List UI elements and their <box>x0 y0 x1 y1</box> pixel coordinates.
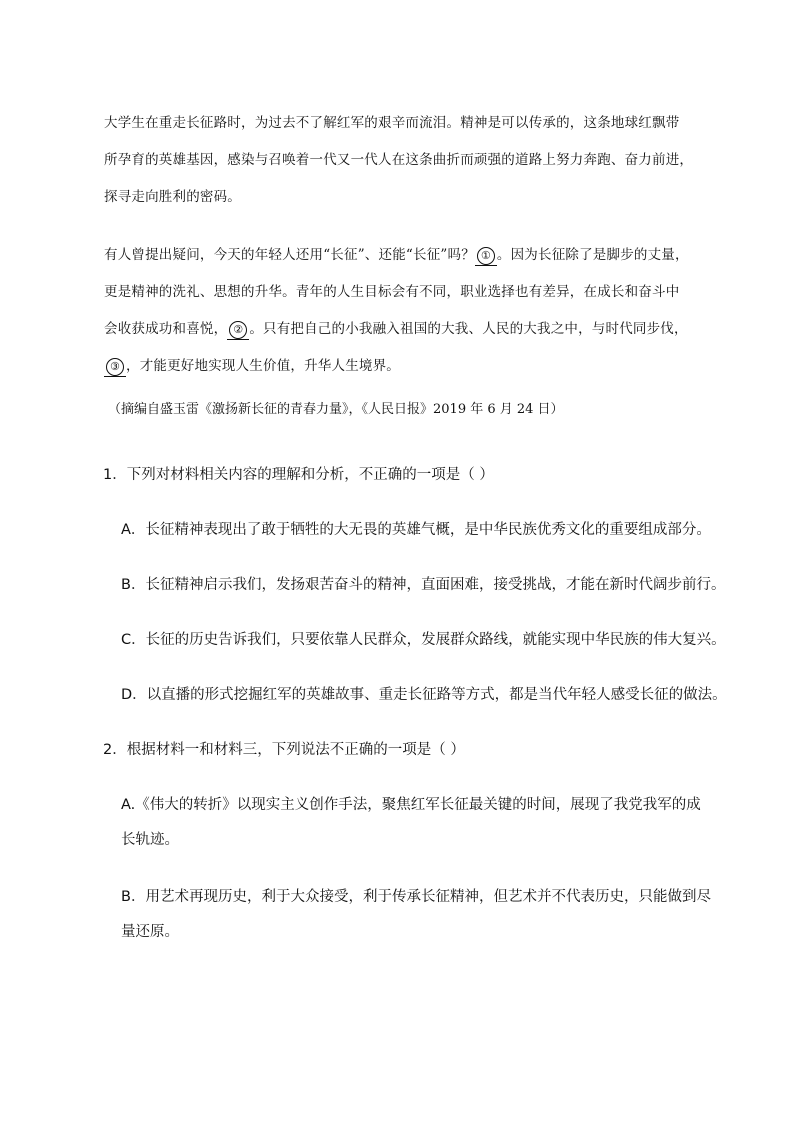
blank-number: ① <box>477 247 495 265</box>
passage-line <box>104 348 696 385</box>
question-1-option-b: B．长征精神启示我们，发扬艰苦奋斗的精神，直面困难，接受挑战，才能在新时代阔步前行。 <box>121 577 726 593</box>
blank-number: ③ <box>106 358 124 376</box>
passage-line: 所孕育的英雄基因，感染与召唤着一代又一代人在这条曲折而顽强的道路上努力奔跑、奋力前进， <box>104 152 694 168</box>
passage-text: 会收获成功和喜悦， <box>104 321 228 337</box>
fill-blank-3 <box>104 357 126 377</box>
fill-blank-2 <box>227 320 249 340</box>
passage-line <box>104 237 696 274</box>
fill-blank-1 <box>475 246 497 266</box>
question-1-option-c: C．长征的历史告诉我们，只要依靠人民群众，发展群众路线，就能实现中华民族的伟大复兴。 <box>121 632 726 648</box>
question-2-stem: 2．根据材料一和材料三，下列说法不正确的一项是（ ） <box>103 742 465 758</box>
passage-line <box>104 311 696 348</box>
source-citation: （摘编自盛玉雷《激扬新长征的青春力量》，《人民日报》2019 年 6 月 24 日） <box>108 402 564 417</box>
blank-number: ② <box>229 321 247 339</box>
passage-text: 有人曾提出疑问，今天的年轻人还用“长征”、还能“长征”吗？ <box>104 247 475 263</box>
question-1-option-d: D．以直播的形式挖掘红军的英雄故事、重走长征路等方式，都是当代年轻人感受长征的做法。 <box>121 687 727 703</box>
passage-text: 。只有把自己的小我融入祖国的大我、人民的大我之中，与时代同步伐， <box>249 321 688 337</box>
question-1-option-a: A．长征精神表现出了敢于牺牲的大无畏的英雄气概，是中华民族优秀文化的重要组成部分。 <box>121 522 711 538</box>
question-2-option-a: A.《伟大的转折》以现实主义创作手法，聚焦红军长征最关键的时间，展现了我党我军的成 <box>121 797 701 813</box>
passage-line: 探寻走向胜利的密码。 <box>104 189 241 205</box>
passage-paragraph-2 <box>104 237 696 385</box>
question-2-option-a-continued: 长轨迹。 <box>121 832 179 848</box>
passage-text: ，才能更好地实现人生价值，升华人生境界。 <box>126 358 400 374</box>
passage-line: 大学生在重走长征路时，为过去不了解红军的艰辛而流泪。精神是可以传承的，这条地球红飘带 <box>104 115 680 131</box>
question-1-stem: 1．下列对材料相关内容的理解和分析，不正确的一项是（ ） <box>103 467 494 483</box>
passage-line: 更是精神的洗礼、思想的升华。青年的人生目标会有不同，职业选择也有差异，在成长和奋斗中 <box>104 284 680 300</box>
passage-text: 。因为长征除了是脚步的丈量， <box>496 247 689 263</box>
question-2-option-b-continued: 量还原。 <box>121 924 179 940</box>
question-2-option-b: B．用艺术再现历史，利于大众接受，利于传承长征精神，但艺术并不代表历史，只能做到尽 <box>121 889 711 905</box>
passage-paragraph-1 <box>104 105 696 216</box>
